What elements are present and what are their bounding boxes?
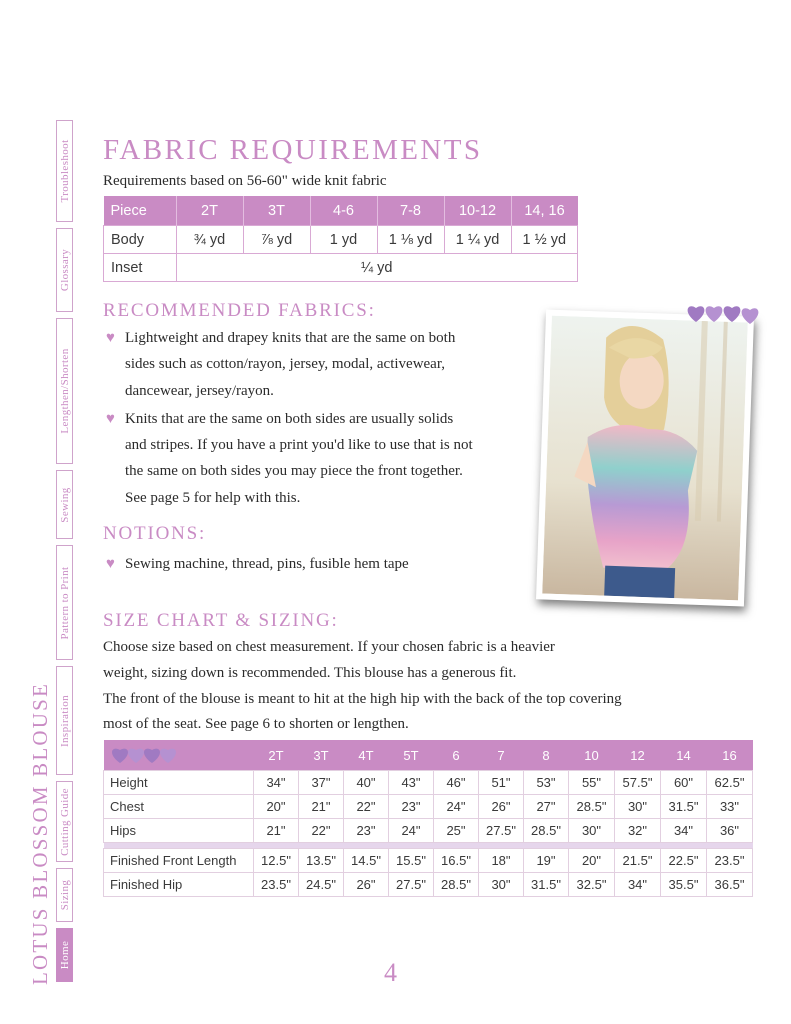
nav-tab-sewing[interactable]: Sewing bbox=[56, 470, 73, 539]
table-cell: 27.5" bbox=[479, 819, 524, 843]
table-cell: Chest bbox=[104, 795, 254, 819]
nav-tab-lengthen-shorten[interactable]: Lengthen/Shorten bbox=[56, 318, 73, 464]
table-cell: 53" bbox=[524, 771, 569, 795]
table-cell: ⅞ yd bbox=[243, 226, 310, 254]
table-cell: 21.5" bbox=[615, 849, 661, 873]
table-cell: 1 ⅛ yd bbox=[377, 226, 444, 254]
table-cell: 60" bbox=[661, 771, 707, 795]
table-cell: 14.5" bbox=[344, 849, 389, 873]
nav-tab-sizing[interactable]: Sizing bbox=[56, 868, 73, 922]
header-cell: 14 bbox=[661, 740, 707, 771]
table-cell: 22" bbox=[344, 795, 389, 819]
nav-tab-glossary[interactable]: Glossary bbox=[56, 228, 73, 312]
header-cell: 10-12 bbox=[444, 196, 511, 226]
heart-icon bbox=[686, 300, 766, 326]
table-cell: 35.5" bbox=[661, 873, 707, 897]
table-cell: 23" bbox=[389, 795, 434, 819]
table-cell: Hips bbox=[104, 819, 254, 843]
table-row bbox=[104, 873, 753, 897]
table-cell: Finished Hip bbox=[104, 873, 254, 897]
table-cell: 43" bbox=[389, 771, 434, 795]
header-cell: 3T bbox=[243, 196, 310, 226]
table-row bbox=[104, 254, 578, 282]
pattern-title: LOTUS BLOSSOM BLOUSE bbox=[28, 681, 52, 985]
table-cell: 30" bbox=[479, 873, 524, 897]
table-cell: 21" bbox=[254, 819, 299, 843]
table-cell: 16.5" bbox=[434, 849, 479, 873]
header-cell: 12 bbox=[615, 740, 661, 771]
bullet-text: and stripes. If you have a print you'd like to use that is not bbox=[125, 437, 473, 453]
table-cell: 21" bbox=[299, 795, 344, 819]
table-cell: Height bbox=[104, 771, 254, 795]
bullet-text: Sewing machine, thread, pins, fusible hem tape bbox=[125, 556, 409, 572]
nav-tab-cutting-guide[interactable]: Cutting Guide bbox=[56, 781, 73, 862]
table-cell: 31.5" bbox=[524, 873, 569, 897]
header-cell: 6 bbox=[434, 740, 479, 771]
fabric-table-header bbox=[104, 196, 578, 226]
table-cell: 55" bbox=[569, 771, 615, 795]
table-cell: Finished Front Length bbox=[104, 849, 254, 873]
table-cell: 31.5" bbox=[661, 795, 707, 819]
bullet-text: Knits that are the same on both sides are usually solids bbox=[125, 411, 454, 427]
size-table-header bbox=[104, 740, 753, 771]
table-cell: 34" bbox=[661, 819, 707, 843]
table-cell: 15.5" bbox=[389, 849, 434, 873]
table-cell: 46" bbox=[434, 771, 479, 795]
table-row bbox=[104, 849, 753, 873]
table-cell: 1 ¼ yd bbox=[444, 226, 511, 254]
header-cell: 10 bbox=[569, 740, 615, 771]
size-paragraph-line: The front of the blouse is meant to hit at the high hip with the back of the top covering bbox=[103, 691, 622, 707]
header-cell: 8 bbox=[524, 740, 569, 771]
table-cell: 28.5" bbox=[434, 873, 479, 897]
model-photo bbox=[536, 309, 754, 606]
heart-icon: ♥ bbox=[106, 411, 115, 427]
table-cell: 23.5" bbox=[707, 849, 753, 873]
table-cell: 28.5" bbox=[569, 795, 615, 819]
table-cell: ¼ yd bbox=[176, 254, 578, 282]
table-cell: 24.5" bbox=[299, 873, 344, 897]
header-cell: Piece bbox=[104, 196, 177, 226]
table-cell: 33" bbox=[707, 795, 753, 819]
header-cell: 2T bbox=[254, 740, 299, 771]
table-cell: 24" bbox=[434, 795, 479, 819]
table-row bbox=[104, 771, 753, 795]
table-cell: 20" bbox=[569, 849, 615, 873]
table-cell: 36" bbox=[707, 819, 753, 843]
table-cell: 18" bbox=[479, 849, 524, 873]
table-cell: 23" bbox=[344, 819, 389, 843]
size-paragraph-line: weight, sizing down is recommended. This blouse has a generous fit. bbox=[103, 665, 517, 681]
size-paragraph-line: most of the seat. See page 6 to shorten or lengthen. bbox=[103, 716, 409, 732]
bullet-text: sides such as cotton/rayon, jersey, modal, activewear, bbox=[125, 356, 445, 372]
table-cell: 36.5" bbox=[707, 873, 753, 897]
header-hearts-cell bbox=[104, 740, 254, 771]
heart-icon bbox=[110, 743, 190, 765]
size-table bbox=[103, 740, 753, 897]
table-cell: Inset bbox=[104, 254, 177, 282]
nav-tab-home[interactable]: Home bbox=[56, 928, 73, 982]
table-cell: 25" bbox=[434, 819, 479, 843]
heart-icon: ♥ bbox=[106, 330, 115, 346]
header-cell: 3T bbox=[299, 740, 344, 771]
table-cell: 28.5" bbox=[524, 819, 569, 843]
table-cell: 30" bbox=[569, 819, 615, 843]
table-cell: 26" bbox=[479, 795, 524, 819]
table-cell: 24" bbox=[389, 819, 434, 843]
bullet-text: dancewear, jersey/rayon. bbox=[125, 383, 274, 399]
table-cell: 1 yd bbox=[310, 226, 377, 254]
nav-tab-pattern-to-print[interactable]: Pattern to Print bbox=[56, 545, 73, 660]
page-number: 4 bbox=[384, 958, 397, 987]
table-cell: 51" bbox=[479, 771, 524, 795]
nav-tab-troubleshoot[interactable]: Troubleshoot bbox=[56, 120, 73, 222]
table-cell: 22" bbox=[299, 819, 344, 843]
table-cell: 40" bbox=[344, 771, 389, 795]
fabric-subtitle: Requirements based on 56-60" wide knit fabric bbox=[103, 173, 387, 189]
header-cell: 14, 16 bbox=[511, 196, 578, 226]
nav-tab-inspiration[interactable]: Inspiration bbox=[56, 666, 73, 775]
table-cell: 20" bbox=[254, 795, 299, 819]
table-cell: ¾ yd bbox=[176, 226, 243, 254]
header-cell: 4T bbox=[344, 740, 389, 771]
table-cell: 34" bbox=[615, 873, 661, 897]
table-cell: 26" bbox=[344, 873, 389, 897]
table-cell: 34" bbox=[254, 771, 299, 795]
header-cell: 7-8 bbox=[377, 196, 444, 226]
table-cell: 12.5" bbox=[254, 849, 299, 873]
table-cell: 57.5" bbox=[615, 771, 661, 795]
table-cell: 32.5" bbox=[569, 873, 615, 897]
table-cell: 1 ½ yd bbox=[511, 226, 578, 254]
table-cell: 23.5" bbox=[254, 873, 299, 897]
table-cell: 32" bbox=[615, 819, 661, 843]
size-paragraph-line: Choose size based on chest measurement. If your chosen fabric is a heavier bbox=[103, 639, 555, 655]
bullet-text: Lightweight and drapey knits that are the same on both bbox=[125, 330, 456, 346]
girl-wearing-blouse-image bbox=[542, 316, 748, 601]
table-cell: 13.5" bbox=[299, 849, 344, 873]
recommended-fabrics-heading: RECOMMENDED FABRICS: bbox=[103, 300, 376, 321]
header-cell: 5T bbox=[389, 740, 434, 771]
bullet-text: the same on both sides you may piece the front together. bbox=[125, 463, 463, 479]
table-cell: 27.5" bbox=[389, 873, 434, 897]
table-row bbox=[104, 795, 753, 819]
notions-heading: NOTIONS: bbox=[103, 523, 207, 544]
table-cell: 30" bbox=[615, 795, 661, 819]
heart-icon: ♥ bbox=[106, 556, 115, 572]
size-chart-heading: SIZE CHART & SIZING: bbox=[103, 610, 339, 631]
fabric-table bbox=[103, 196, 578, 282]
header-cell: 7 bbox=[479, 740, 524, 771]
table-row bbox=[104, 226, 578, 254]
fabric-requirements-heading: FABRIC REQUIREMENTS bbox=[103, 134, 483, 166]
table-cell: 22.5" bbox=[661, 849, 707, 873]
header-cell: 16 bbox=[707, 740, 753, 771]
table-cell: 37" bbox=[299, 771, 344, 795]
header-cell: 2T bbox=[176, 196, 243, 226]
hearts-decoration bbox=[686, 300, 766, 331]
table-cell: 62.5" bbox=[707, 771, 753, 795]
bullet-text: See page 5 for help with this. bbox=[125, 490, 301, 506]
table-cell: 27" bbox=[524, 795, 569, 819]
table-cell: 19" bbox=[524, 849, 569, 873]
table-cell: Body bbox=[104, 226, 177, 254]
table-row bbox=[104, 819, 753, 843]
header-cell: 4-6 bbox=[310, 196, 377, 226]
